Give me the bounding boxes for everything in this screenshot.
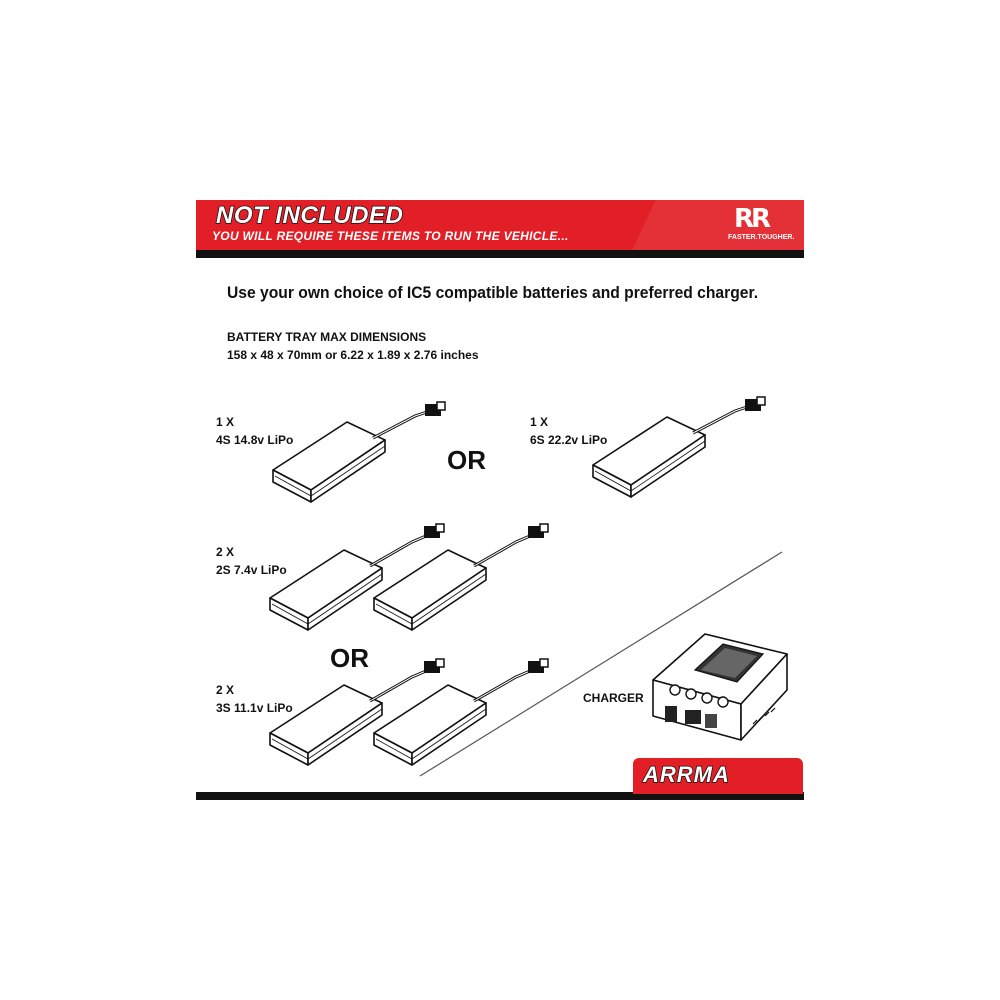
option-6s-qty: 1 X xyxy=(530,415,549,429)
rr-logo xyxy=(728,204,796,246)
charger-label: CHARGER xyxy=(583,691,644,705)
header-banner xyxy=(196,200,804,258)
option-6s-spec: 6S 22.2v LiPo xyxy=(530,433,608,447)
option-4s-spec: 4S 14.8v LiPo xyxy=(216,433,294,447)
charger-icon xyxy=(645,620,800,750)
arrma-logo xyxy=(633,758,803,802)
battery-2s-b-icon xyxy=(366,520,566,632)
dimensions-value: 158 x 48 x 70mm or 6.22 x 1.89 x 2.76 inches xyxy=(227,348,479,362)
option-2s-spec: 2S 7.4v LiPo xyxy=(216,563,287,577)
option-4s-qty: 1 X xyxy=(216,415,235,429)
battery-3s-b-icon xyxy=(366,655,566,767)
banner-black-strip xyxy=(196,250,804,258)
intro-text: Use your own choice of IC5 compatible batteries and preferred charger. xyxy=(227,283,759,302)
option-2s-qty: 2 X xyxy=(216,545,235,559)
battery-6s-icon xyxy=(585,395,785,500)
option-3s-spec: 3S 11.1v LiPo xyxy=(216,701,293,715)
rr-logo-mark: RR xyxy=(734,204,769,234)
option-3s-qty: 2 X xyxy=(216,683,235,697)
battery-4s-icon xyxy=(265,400,465,505)
rr-logo-tagline: FASTER.TOUGHER. xyxy=(728,234,795,241)
banner-subtitle: YOU WILL REQUIRE THESE ITEMS TO RUN THE VEHICLE... xyxy=(212,229,569,243)
or-label-top: OR xyxy=(447,445,486,475)
or-label-bottom: OR xyxy=(330,643,369,673)
arrma-logo-text: ARRMA xyxy=(643,762,730,787)
banner-title: NOT INCLUDED xyxy=(216,202,404,229)
dimensions-label: BATTERY TRAY MAX DIMENSIONS xyxy=(227,330,427,344)
